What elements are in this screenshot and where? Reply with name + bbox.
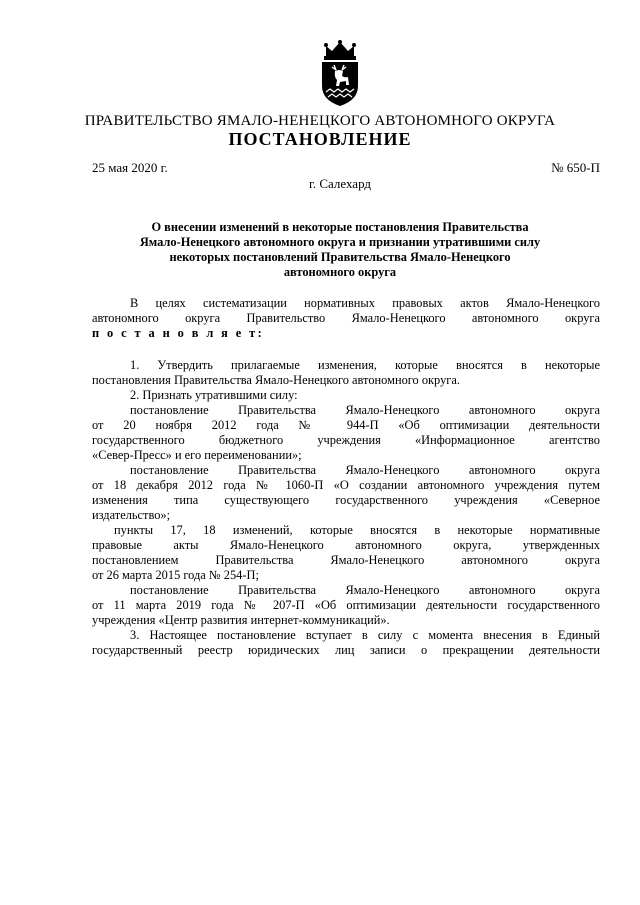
body-line: учреждения «Центр развития интернет-коммуникаций». <box>92 613 390 627</box>
yamal-nenets-coat-of-arms-icon <box>318 40 362 108</box>
body-line: постановление Правительства Ямало-Ненецкого автономного округа <box>130 583 600 597</box>
body-line: постановления Правительства Ямало-Ненецкого автономного округа. <box>92 373 460 387</box>
body-line: пункты 17, 18 изменений, которые вносятся в некоторые нормативные <box>114 523 600 537</box>
document-title <box>110 220 570 280</box>
body-line: правовые акты Ямало-Ненецкого автономного округа, утвержденных <box>92 538 600 552</box>
title-line: Ямало-Ненецкого автономного округа и признании утратившими силу <box>139 235 541 249</box>
title-line: некоторых постановлений Правительства Ямало-Ненецкого <box>169 250 511 264</box>
government-name: ПРАВИТЕЛЬСТВО ЯМАЛО-НЕНЕЦКОГО АВТОНОМНОГО ОКРУГА <box>84 113 556 129</box>
body-line: от 26 марта 2015 года № 254-П; <box>92 568 259 582</box>
body-line: постановление Правительства Ямало-Ненецкого автономного округа <box>130 403 600 417</box>
document-type: ПОСТАНОВЛЕНИЕ <box>228 129 412 149</box>
title-line: О внесении изменений в некоторые постановления Правительства <box>151 220 529 234</box>
body-line: изменения типа существующего государственного учреждения «Северное <box>92 493 600 507</box>
body-line: 3. Настоящее постановление вступает в силу с момента внесения в Единый <box>130 628 600 642</box>
body-line: постановление Правительства Ямало-Ненецкого автономного округа <box>130 463 600 477</box>
body-line: от 20 ноября 2012 года № 944-П «Об оптимизации деятельности <box>92 418 600 432</box>
body-line: от 18 декабря 2012 года № 1060-П «О создании автономного учреждения путем <box>92 478 600 492</box>
resolves-word: п о с т а н о в л я е т: <box>92 326 265 340</box>
body-line: 1. Утвердить прилагаемые изменения, которые вносятся в некоторые <box>130 358 600 372</box>
body-line: государственного бюджетного учреждения «Информационное агентство <box>92 433 600 447</box>
body-line: «Север-Пресс» и его переименовании»; <box>92 448 302 462</box>
document-date: 25 мая 2020 г. <box>92 160 168 175</box>
document-body <box>92 296 600 658</box>
document-city: г. Салехард <box>308 176 372 191</box>
title-line: автономного округа <box>283 265 397 279</box>
body-line: государственный реестр юридических лиц записи о прекращении деятельности <box>92 643 600 657</box>
body-line: постановлением Правительства Ямало-Ненецкого автономного округа <box>92 553 600 567</box>
body-line: В целях систематизации нормативных правовых актов Ямало-Ненецкого <box>130 296 600 310</box>
body-line: автономного округа Правительство Ямало-Ненецкого автономного округа <box>92 311 600 325</box>
body-line: от 11 марта 2019 года № 207-П «Об оптимизации деятельности государственного <box>92 598 600 612</box>
body-line: издательство»; <box>92 508 171 522</box>
document-number: № 650-П <box>551 160 600 175</box>
body-line: 2. Признать утратившими силу: <box>130 388 298 402</box>
